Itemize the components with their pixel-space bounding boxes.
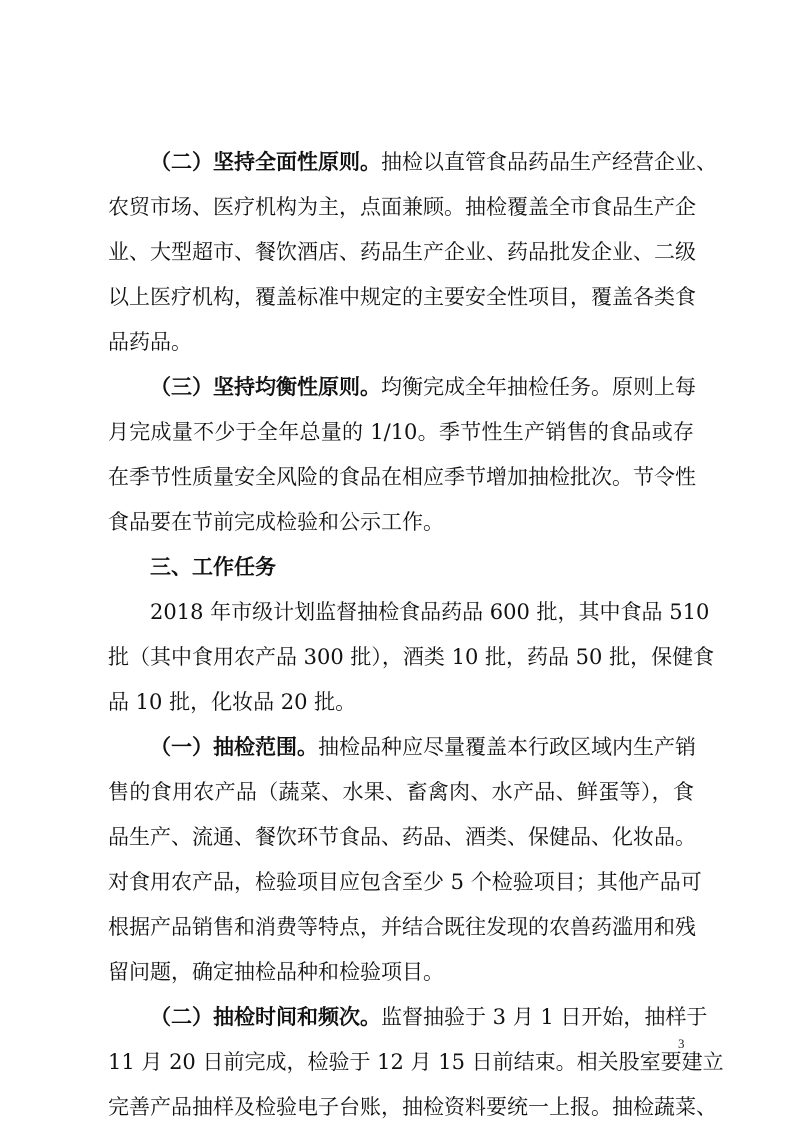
paragraph-line: 食品要在节前完成检验和公示工作。 [108, 510, 444, 534]
paragraph-line [108, 995, 708, 1040]
paragraph-bold-heading: （一）抽检范围。 [150, 735, 318, 759]
paragraph-text: 均衡完成全年抽检任务。原则上每 [381, 375, 696, 399]
paragraph-line [108, 140, 717, 185]
document-body [108, 140, 724, 1130]
paragraph-line: 以上医疗机构，覆盖标准中规定的主要安全性项目，覆盖各类食 [108, 285, 696, 309]
paragraph-line [108, 365, 694, 410]
paragraph-line: 完善产品抽样及检验电子台账，抽检资料要统一上报。抽检蔬菜、 [108, 1095, 717, 1119]
paragraph-line: 业、大型超市、餐饮酒店、药品生产企业、药品批发企业、二级 [108, 240, 696, 264]
paragraph-bold-heading: （三）坚持均衡性原则。 [150, 375, 381, 399]
paragraph-line: 批（其中食用农产品 300 批），酒类 10 批，药品 50 批，保健食 [108, 645, 715, 669]
section-heading [108, 545, 694, 590]
paragraph-line: 品 10 批，化妆品 20 批。 [108, 690, 357, 714]
paragraph-line: 11 月 20 日前完成，检验于 12 月 15 日前结束。相关股室要建立 [108, 1050, 724, 1074]
paragraph-line: 品生产、流通、餐饮环节食品、药品、酒类、保健品、化妆品。 [108, 825, 696, 849]
paragraph-line: 农贸市场、医疗机构为主，点面兼顾。抽检覆盖全市食品生产企 [108, 195, 696, 219]
paragraph-bold-heading: （二）坚持全面性原则。 [150, 150, 381, 174]
paragraph-line [108, 725, 694, 770]
paragraph-text: 抽检以直管食品药品生产经营企业、 [381, 150, 717, 174]
paragraph-line: 对食用农产品，检验项目应包含至少 5 个检验项目；其他产品可 [108, 870, 702, 894]
paragraph-text: 监督抽验于 3 月 1 日开始，抽样于 [381, 1005, 708, 1029]
paragraph-line: 月完成量不少于全年总量的 1/10。季节性生产销售的食品或存 [108, 420, 694, 444]
paragraph-line: 2018 年市级计划监督抽检食品药品 600 批，其中食品 510 [150, 600, 710, 624]
paragraph-line: 根据产品销售和消费等特点，并结合既往发现的农兽药滥用和残 [108, 915, 696, 939]
paragraph-line: 在季节性质量安全风险的食品在相应季节增加抽检批次。节令性 [108, 465, 696, 489]
section-heading-text: 三、工作任务 [150, 555, 276, 579]
paragraph-line: 售的食用农产品（蔬菜、水果、畜禽肉、水产品、鲜蛋等），食 [108, 780, 694, 804]
page-number: 3 [678, 1036, 685, 1051]
paragraph-line: 留问题，确定抽检品种和检验项目。 [108, 960, 444, 984]
paragraph-bold-heading: （二）抽检时间和频次。 [150, 1005, 381, 1029]
paragraph-text: 抽检品种应尽量覆盖本行政区域内生产销 [318, 735, 696, 759]
paragraph-line: 品药品。 [108, 330, 192, 354]
